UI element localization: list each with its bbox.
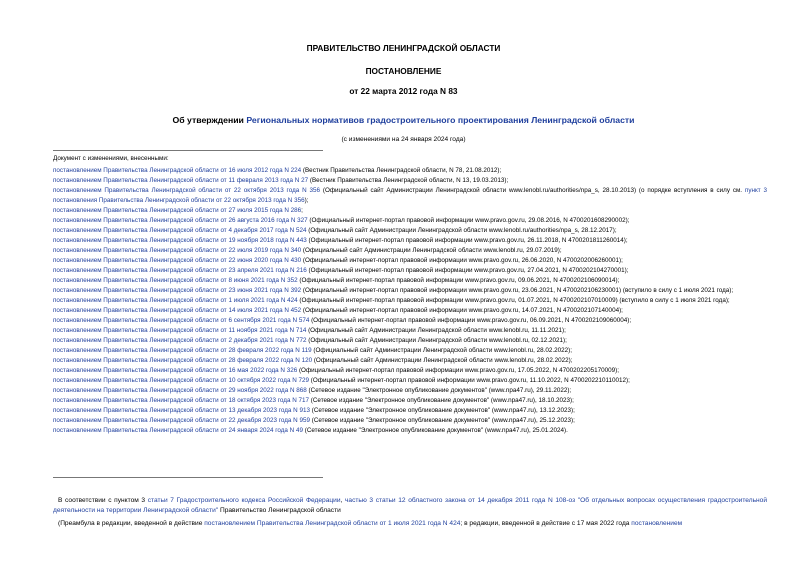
amendment-link[interactable]: постановлением Правительства Ленинградской области от 14 июля 2021 года N 452 <box>53 307 302 314</box>
amendment-link[interactable]: постановлением Правительства Ленинградской области от 27 июля 2015 года N 286 <box>53 207 302 214</box>
amendment-link[interactable]: постановлением Правительства Ленинградской области от 26 августа 2016 года N 327 <box>53 217 308 224</box>
amendment-item <box>53 346 767 356</box>
amendment-item <box>53 276 767 286</box>
amendment-link[interactable]: постановлением Правительства Ленинградской области от 28 февраля 2022 года N 119 <box>53 347 312 354</box>
amendment-source: (Официальный интернет-портал правовой информации www.pravo.gov.ru, 11.10.2022, N 4700202210110012); <box>309 377 630 384</box>
title-prefix: Об утверждении <box>172 115 247 125</box>
amendment-link[interactable]: постановлением Правительства Ленинградской области от 23 июня 2021 года N 392 <box>53 287 302 294</box>
amendment-source: (Сетевое издание "Электронное опубликование документов" (www.npa47.ru), 25.12.2023); <box>309 417 575 424</box>
amendment-item <box>53 376 767 386</box>
amendment-item <box>53 386 767 396</box>
revision-note: (с изменениями на 24 января 2024 года) <box>341 136 466 143</box>
amendment-source: (Вестник Правительства Ленинградской области, N 13, 19.03.2013); <box>308 177 509 184</box>
revision-text: (Преамбула в редакции, введенной в действие <box>58 520 205 527</box>
amendment-link[interactable]: постановлением Правительства Ленинградской области от 11 февраля 2013 года N 27 <box>53 177 309 184</box>
amendment-link[interactable]: постановлением Правительства Ленинградской области от 16 мая 2022 года N 326 <box>53 367 298 374</box>
amendment-link[interactable]: постановлением Правительства Ленинградской области от 22 декабря 2023 года N 959 <box>53 417 310 424</box>
link-regional-law[interactable]: частью 3 статьи 12 областного закона от 14 декабря 2011 года N 108-оз "Об отдельных вопросах осуществления градостроительной деятельности на территории Ленинградской области" <box>53 497 767 514</box>
amendment-link[interactable]: постановлением Правительства Ленинградской области от 4 декабря 2017 года N 524 <box>53 227 307 234</box>
amendment-item <box>53 336 767 346</box>
amendment-source: (Официальный сайт Администрации Ленинградской области www.lenobl.ru, 11.11.2021); <box>306 327 566 334</box>
amendment-link[interactable]: постановлением Правительства Ленинградской области от 11 ноября 2021 года N 714 <box>53 327 307 334</box>
amendment-source: (Официальный интернет-портал правовой информации www.pravo.gov.ru, 14.07.2021, N 4700202107140004); <box>301 307 623 314</box>
link-resolution[interactable]: постановлением <box>631 520 683 527</box>
amendment-item <box>53 316 767 326</box>
amendment-link[interactable]: постановлением Правительства Ленинградской области от 16 июля 2012 года N 224 <box>53 167 302 174</box>
link-grad-code[interactable]: статьи 7 Градостроительного кодекса Российской Федерации <box>147 497 341 504</box>
amendment-link[interactable]: постановлением Правительства Ленинградской области от 6 сентября 2021 года N 574 <box>53 317 310 324</box>
amendment-item <box>53 236 767 246</box>
amendment-link[interactable]: постановлением Правительства Ленинградской области от 18 октября 2023 года N 717 <box>53 397 310 404</box>
amendment-source: (Официальный интернет-портал правовой информации www.pravo.gov.ru, 29.08.2016, N 4700201608290002); <box>307 217 630 224</box>
amendment-source: (Официальный сайт Администрации Ленинградской области www.lenobl.ru, 29.07.2019); <box>301 247 562 254</box>
amendment-link[interactable]: постановлением Правительства Ленинградской области от 1 июля 2021 года N 424 <box>53 297 298 304</box>
amendment-link[interactable]: постановлением Правительства Ленинградской области от 29 ноября 2022 года N 868 <box>53 387 307 394</box>
amendment-link[interactable]: постановлением Правительства Ленинградской области от 22 октября 2013 года N 356 <box>53 187 320 194</box>
amendment-source: (Сетевое издание "Электронное опубликование документов" (www.npa47.ru), 18.10.2023); <box>309 397 574 404</box>
preamble-text: Правительство Ленинградской области <box>218 507 341 514</box>
amendments-list <box>53 166 767 436</box>
amendment-source: (Официальный сайт Администрации Ленинградской области www.lenobl.ru, 28.02.2022); <box>312 357 573 364</box>
amendment-item <box>53 326 767 336</box>
government-header: ПРАВИТЕЛЬСТВО ЛЕНИНГРАДСКОЙ ОБЛАСТИ <box>306 43 501 53</box>
amendment-link[interactable]: постановлением Правительства Ленинградской области от 22 июня 2020 года N 430 <box>53 257 302 264</box>
amendment-source: (Официальный сайт Администрации Ленинградской области www.lenobl.ru/authorities/npa_s, 28.12.2017); <box>306 227 617 234</box>
amendment-item <box>53 396 767 406</box>
amendment-source-tail: ); <box>304 197 309 204</box>
document-title <box>0 115 807 125</box>
amendment-item <box>53 216 767 226</box>
revision-text: ; в редакции, введенной в действие с 17 мая 2022 года <box>460 520 632 527</box>
amendment-source: (Вестник Правительства Ленинградской области, N 78, 21.08.2012); <box>301 167 502 174</box>
amendment-source: (Официальный интернет-портал правовой информации www.pravo.gov.ru, 27.04.2021, N 4700202104270001); <box>306 267 629 274</box>
title-link[interactable]: Региональных нормативов градостроительного проектирования Ленинградской области <box>246 115 635 125</box>
amendment-source: (Сетевое издание "Электронное опубликование документов" (www.npa47.ru), 25.01.2024). <box>302 427 568 434</box>
amendment-source: (Сетевое издание "Электронное опубликование документов" (www.npa47.ru), 29.11.2022); <box>306 387 572 394</box>
amendment-source: (Официальный интернет-портал правовой информации www.pravo.gov.ru, 09.06.2021, N 4700202106090014); <box>297 277 620 284</box>
amendment-link[interactable]: постановлением Правительства Ленинградской области от 19 ноября 2018 года N 443 <box>53 237 307 244</box>
amendments-heading: Документ с изменениями, внесенными: <box>53 155 169 162</box>
preamble-paragraph <box>53 496 767 516</box>
amendment-link[interactable]: постановлением Правительства Ленинградской области от 22 июля 2019 года N 340 <box>53 247 302 254</box>
amendment-source: (Официальный интернет-портал правовой информации www.pravo.gov.ru, 01.07.2021, N 4700202107010009) (вступило в силу с 1 июля 2021 года); <box>297 297 730 304</box>
amendment-item <box>53 406 767 416</box>
amendment-source: (Официальный интернет-портал правовой информации www.pravo.gov.ru, 23.06.2021, N 4700202106230001) (вступило в силу с 1 июля 2021 года); <box>301 287 734 294</box>
bottom-divider <box>53 477 323 478</box>
amendment-item <box>53 166 767 176</box>
preamble-text: , <box>340 497 345 504</box>
preamble-revision-note <box>53 519 767 529</box>
amendment-item <box>53 286 767 296</box>
amendment-item <box>53 306 767 316</box>
amendment-link-secondary[interactable]: пункт 3 постановления Правительства Ленинградской области от 22 октября 2013 года N 356 <box>53 187 767 204</box>
document-date-number: от 22 марта 2012 года N 83 <box>349 86 458 96</box>
document-type: ПОСТАНОВЛЕНИЕ <box>365 66 442 76</box>
top-divider <box>53 150 323 151</box>
amendment-item <box>53 256 767 266</box>
amendment-source: (Официальный интернет-портал правовой информации www.pravo.gov.ru, 26.11.2018, N 4700201811260014); <box>306 237 628 244</box>
amendment-source: ; <box>301 207 303 214</box>
amendment-item <box>53 296 767 306</box>
amendment-item <box>53 366 767 376</box>
amendment-source: (Официальный сайт Администрации Ленинградской области www.lenobl.ru/authorities/npa_s, 28.10.2013) (о порядке вступления в силу см. <box>320 187 745 194</box>
link-resolution-424[interactable]: постановлением Правительства Ленинградской области от 1 июля 2021 года N 424 <box>204 520 461 527</box>
amendment-link[interactable]: постановлением Правительства Ленинградской области от 23 апреля 2021 года N 216 <box>53 267 307 274</box>
amendment-source: (Официальный сайт Администрации Ленинградской области www.lenobl.ru, 28.02.2022); <box>311 347 573 354</box>
preamble-text: В соответствии с пунктом 3 <box>58 497 148 504</box>
amendment-link[interactable]: постановлением Правительства Ленинградской области от 2 декабря 2021 года N 772 <box>53 337 307 344</box>
amendment-item <box>53 416 767 426</box>
amendment-item <box>53 206 767 216</box>
amendment-source: (Официальный интернет-портал правовой информации www.pravo.gov.ru, 17.05.2022, N 4700202205170009); <box>297 367 619 374</box>
amendment-link[interactable]: постановлением Правительства Ленинградской области от 10 октября 2022 года N 729 <box>53 377 310 384</box>
amendment-item <box>53 176 767 186</box>
amendment-link[interactable]: постановлением Правительства Ленинградской области от 24 января 2024 года N 49 <box>53 427 303 434</box>
amendment-source: (Официальный сайт Администрации Ленинградской области www.lenobl.ru, 02.12.2021); <box>306 337 567 344</box>
amendment-item <box>53 186 767 206</box>
amendment-link[interactable]: постановлением Правительства Ленинградской области от 8 июня 2021 года N 352 <box>53 277 298 284</box>
amendment-source: (Официальный интернет-портал правовой информации www.pravo.gov.ru, 06.09.2021, N 4700202109060004); <box>309 317 632 324</box>
amendment-item <box>53 266 767 276</box>
amendment-link[interactable]: постановлением Правительства Ленинградской области от 28 февраля 2022 года N 120 <box>53 357 313 364</box>
amendment-link[interactable]: постановлением Правительства Ленинградской области от 13 декабря 2023 года N 913 <box>53 407 310 414</box>
amendment-source: (Сетевое издание "Электронное опубликование документов" (www.npa47.ru), 13.12.2023); <box>309 407 575 414</box>
amendment-item <box>53 356 767 366</box>
amendment-item <box>53 226 767 236</box>
amendment-source: (Официальный интернет-портал правовой информации www.pravo.gov.ru, 26.06.2020, N 4700202006260001); <box>301 257 623 264</box>
amendment-item <box>53 246 767 256</box>
amendment-item <box>53 426 767 436</box>
